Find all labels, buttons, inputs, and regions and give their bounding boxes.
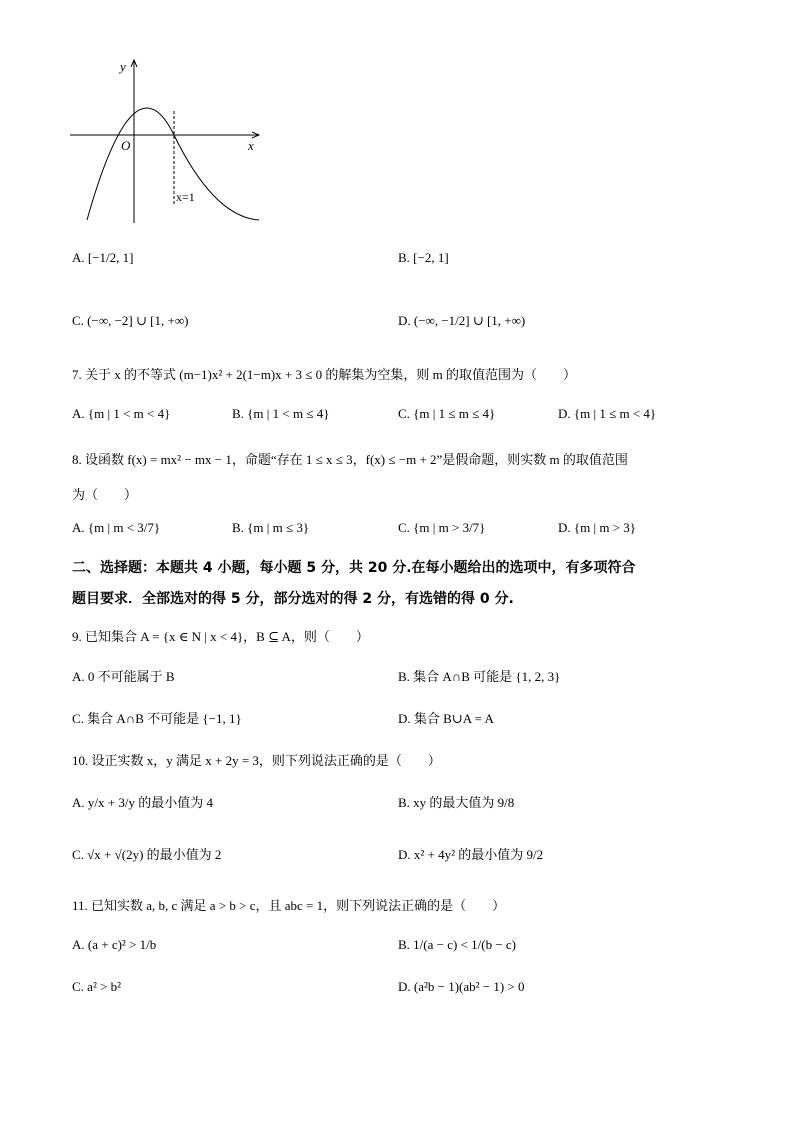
q10-option-d: D. x² + 4y² 的最小值为 9/2 [398, 847, 544, 862]
q9-option-d: D. 集合 B∪A = A [398, 711, 494, 726]
q7-option-d: D. {m | 1 ≤ m < 4} [558, 406, 657, 421]
q10-option-b: B. xy 的最大值为 9/8 [398, 795, 515, 810]
q11-option-a: A. (a + c)² > 1/b [72, 937, 157, 952]
q7-option-b: B. {m | 1 < m ≤ 4} [232, 406, 330, 421]
q7-option-c: C. {m | 1 ≤ m ≤ 4} [398, 406, 496, 421]
q8-option-b: B. {m | m ≤ 3} [232, 520, 310, 535]
y-axis-label: y [120, 59, 126, 74]
section2-heading-line1: 二、选择题：本题共 4 小题，每小题 5 分，共 20 分.在每小题给出的选项中，有多项符合 [72, 560, 636, 576]
q11-option-b: B. 1/(a − c) < 1/(b − c) [398, 937, 517, 952]
q6-option-c: C. (−∞, −2] ∪ [1, +∞) [72, 313, 189, 328]
q8-option-d: D. {m | m > 3} [558, 520, 637, 535]
x-axis-label: x [248, 138, 254, 153]
q11-option-d: D. (a²b − 1)(ab² − 1) > 0 [398, 979, 525, 994]
q10-stem: 10. 设正实数 x，y 满足 x + 2y = 3，则下列说法正确的是（ ） [72, 753, 441, 768]
q6-option-d: D. (−∞, −1/2] ∪ [1, +∞) [398, 313, 526, 328]
q6-option-a: A. [−1/2, 1] [72, 250, 134, 265]
parabola-graph [60, 55, 270, 230]
symmetry-axis-label: x=1 [176, 190, 195, 204]
q6-option-b: B. [−2, 1] [398, 250, 449, 265]
q8-option-a: A. {m | m < 3/7} [72, 520, 161, 535]
origin-label: O [121, 138, 131, 153]
q7-stem: 7. 关于 x 的不等式 (m−1)x² + 2(1−m)x + 3 ≤ 0 的解集为空集，则 m 的取值范围为（ ） [72, 367, 577, 382]
q8-stem-line1: 8. 设函数 f(x) = mx² − mx − 1，命题“存在 1 ≤ x ≤ 3，f(x) ≤ −m + 2”是假命题，则实数 m 的取值范围 [72, 452, 628, 467]
parabola-curve [87, 108, 259, 220]
q8-option-c: C. {m | m > 3/7} [398, 520, 486, 535]
q9-option-c: C. 集合 A∩B 不可能是 {−1, 1} [72, 711, 242, 726]
q11-option-c: C. a² > b² [72, 979, 122, 994]
q10-option-a: A. y/x + 3/y 的最小值为 4 [72, 795, 213, 810]
q9-option-a: A. 0 不可能属于 B [72, 669, 175, 684]
q9-stem: 9. 已知集合 A = {x ∈ N | x < 4}，B ⊆ A，则（ ） [72, 629, 369, 644]
q11-stem: 11. 已知实数 a, b, c 满足 a > b > c，且 abc = 1，则下列说法正确的是（ ） [72, 898, 506, 913]
q8-stem-line2: 为（ ） [72, 487, 138, 502]
q9-option-b: B. 集合 A∩B 可能是 {1, 2, 3} [398, 669, 561, 684]
q7-option-a: A. {m | 1 < m < 4} [72, 406, 171, 421]
section2-heading-line2: 题目要求．全部选对的得 5 分，部分选对的得 2 分，有选错的得 0 分. [72, 591, 514, 607]
q10-option-c: C. √x + √(2y) 的最小值为 2 [72, 847, 222, 862]
